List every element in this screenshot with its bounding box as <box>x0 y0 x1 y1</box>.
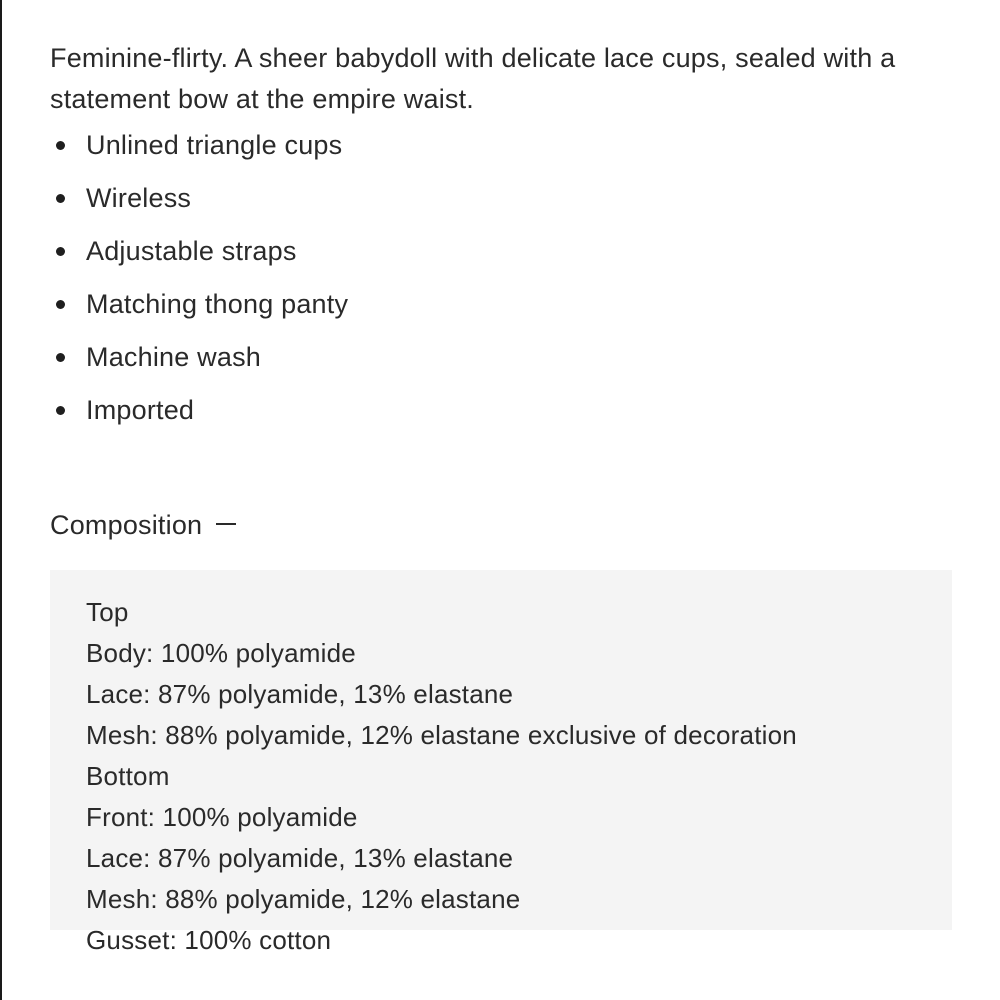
composition-line: Mesh: 88% polyamide, 12% elastane <box>86 884 521 914</box>
bullet-icon <box>56 406 65 415</box>
feature-label: Adjustable straps <box>86 236 297 266</box>
feature-item <box>50 342 952 395</box>
composition-line: Lace: 87% polyamide, 13% elastane <box>86 843 514 873</box>
feature-item <box>50 183 952 236</box>
feature-label: Imported <box>86 395 195 425</box>
composition-line: Lace: 87% polyamide, 13% elastane <box>86 679 514 709</box>
bullet-icon <box>56 247 65 256</box>
composition-line: Gusset: 100% cotton <box>86 925 332 955</box>
feature-label: Matching thong panty <box>86 289 349 319</box>
feature-label: Wireless <box>86 183 192 213</box>
feature-item <box>50 289 952 342</box>
product-details <box>50 38 952 955</box>
bullet-icon <box>56 300 65 309</box>
feature-item <box>50 395 952 448</box>
composition-section-heading: Bottom <box>86 761 170 791</box>
bullet-icon <box>56 194 65 203</box>
composition-accordion-toggle[interactable] <box>50 510 236 540</box>
left-border-divider <box>0 0 2 1000</box>
product-description: Feminine-flirty. A sheer babydoll with delicate lace cups, sealed with a statement bow at the empire waist. <box>50 43 896 114</box>
composition-section-heading: Top <box>86 597 129 627</box>
feature-label: Unlined triangle cups <box>86 130 343 160</box>
composition-line: Mesh: 88% polyamide, 12% elastane exclusive of decoration <box>86 720 797 750</box>
feature-item <box>50 130 952 183</box>
composition-label: Composition <box>50 510 203 540</box>
minus-icon <box>216 523 236 525</box>
composition-line: Front: 100% polyamide <box>86 802 358 832</box>
bullet-icon <box>56 353 65 362</box>
composition-line: Body: 100% polyamide <box>86 638 356 668</box>
feature-item <box>50 236 952 289</box>
bullet-icon <box>56 141 65 150</box>
composition-panel <box>50 570 952 955</box>
feature-label: Machine wash <box>86 342 261 372</box>
feature-list <box>50 130 952 448</box>
